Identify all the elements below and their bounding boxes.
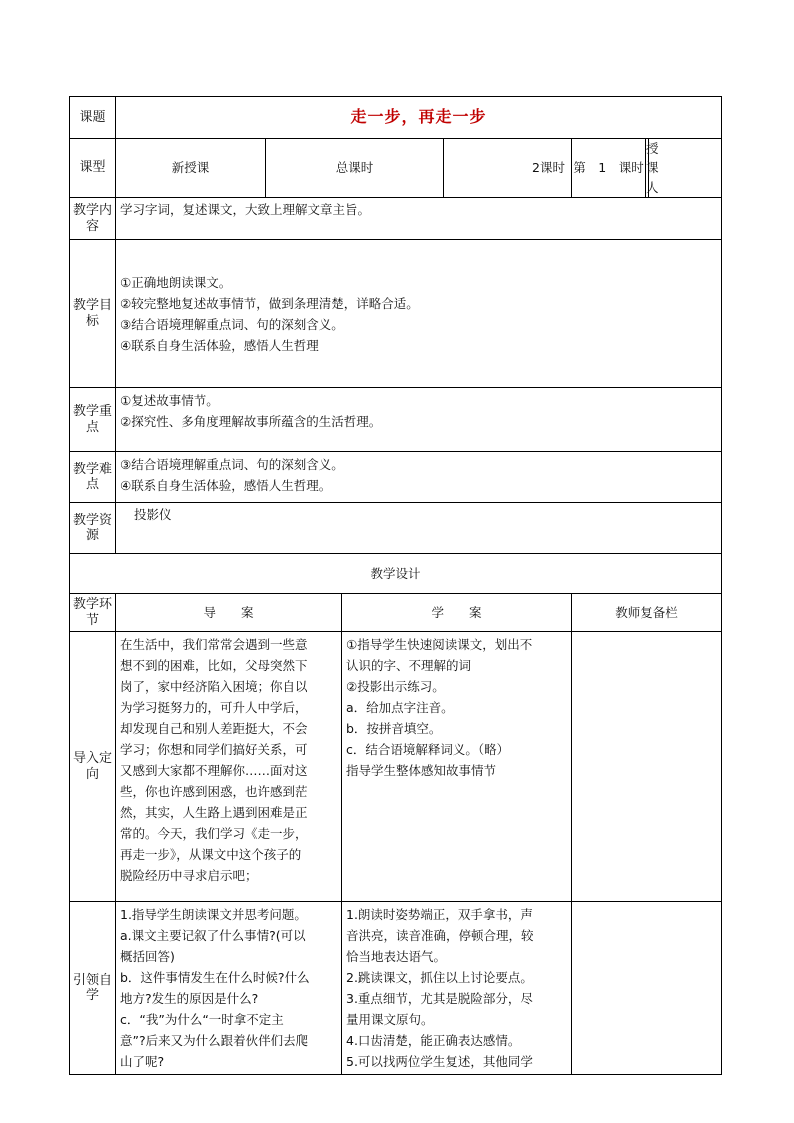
col-guide-header: 导 案 xyxy=(116,594,342,632)
goal-item: ④联系自身生活体验，感悟人生哲理 xyxy=(120,338,319,354)
study-line: 指导学生整体感知故事情节 xyxy=(346,763,497,779)
guide-line: 1.指导学生朗读课文并思考问题。 xyxy=(120,907,307,923)
stage1-label: 导入定向 xyxy=(70,632,116,902)
study-line: 恰当地表达语气。 xyxy=(346,949,447,965)
stage2-guide xyxy=(116,902,342,1075)
stage1-study xyxy=(342,632,572,902)
teacher-label: 授课人 xyxy=(646,141,659,195)
guide-line: 为学习挺努力的，可升人中学后， xyxy=(120,700,308,716)
topic-label: 课题 xyxy=(70,97,116,139)
goal-item: ①正确地朗读课文。 xyxy=(120,275,232,291)
total-hours-value: 2课时 xyxy=(444,139,572,198)
guide-line: b．这件事情发生在什么时候?什么 xyxy=(120,970,310,986)
guide-line: 想不到的困难，比如，父母突然下 xyxy=(120,658,308,674)
study-line: 3.重点细节，尤其是脱险部分，尽 xyxy=(346,991,533,1007)
col-stage-header: 教学环节 xyxy=(70,594,116,632)
type-value: 新授课 xyxy=(116,139,266,198)
study-line: 1.朗读时姿势端正，双手拿书，声 xyxy=(346,907,533,923)
goals-label: 教学目标 xyxy=(70,240,116,388)
key-points-label: 教学重点 xyxy=(70,388,116,452)
guide-line: a.课文主要记叙了什么事情?(可以 xyxy=(120,928,306,944)
study-line: 认识的字、不理解的词 xyxy=(346,658,472,674)
resources-label: 教学资源 xyxy=(70,503,116,554)
guide-line: 地方?发生的原因是什么? xyxy=(120,991,259,1007)
study-line: 音洪亮，读音准确，停顿合理，较 xyxy=(346,928,534,944)
col-study-header: 学 案 xyxy=(342,594,572,632)
guide-line: 又感到大家都不理解你……面对这 xyxy=(120,763,308,779)
difficulties-label: 教学难点 xyxy=(70,452,116,503)
study-line: a．给加点字注音。 xyxy=(346,700,454,716)
teacher-inner xyxy=(646,139,721,197)
lesson-title: 走一步，再走一步 xyxy=(116,97,722,139)
guide-line: 脱险经历中寻求启示吧； xyxy=(120,868,258,884)
guide-line: 山了呢? xyxy=(120,1054,165,1070)
stage2-label: 引领自学 xyxy=(70,902,116,1075)
goal-item: ③结合语境理解重点词、句的深刻含义。 xyxy=(120,317,344,333)
goals-list xyxy=(116,240,722,388)
study-line: 5.可以找两位学生复述，其他同学 xyxy=(346,1054,533,1070)
guide-line: 在生活中，我们常常会遇到一些意 xyxy=(120,637,308,653)
guide-line: 岗了，家中经济陷入困境；你自以 xyxy=(120,679,308,695)
study-line: ①指导学生快速阅读课文，划出不 xyxy=(346,637,533,653)
resources-text: 投影仪 xyxy=(116,503,722,554)
study-line: 2.跳读课文，抓住以上讨论要点。 xyxy=(346,970,533,986)
key-point-item: ①复述故事情节。 xyxy=(120,393,219,409)
type-label: 课型 xyxy=(70,139,116,198)
study-line: b．按拼音填空。 xyxy=(346,721,442,737)
guide-line: 些，你也许感到困惑，也许感到茫 xyxy=(120,784,308,800)
lesson-plan-table xyxy=(69,96,722,1075)
design-heading: 教学设计 xyxy=(70,554,722,594)
stage1-prep xyxy=(572,632,722,902)
guide-line: 意”?后来又为什么跟着伙伴们去爬 xyxy=(120,1033,309,1049)
stage2-study xyxy=(342,902,572,1075)
difficulty-item: ④联系自身生活体验，感悟人生哲理。 xyxy=(120,478,332,494)
guide-line: 然，其实，人生路上遇到困难是正 xyxy=(120,805,308,821)
study-line: 4.口齿清楚，能正确表达感情。 xyxy=(346,1033,521,1049)
content-label: 教学内容 xyxy=(70,198,116,240)
content-text: 学习字词，复述课文，大致上理解文章主旨。 xyxy=(116,198,722,240)
study-line: 量用课文原句。 xyxy=(346,1012,434,1028)
study-line: ②投影出示练习。 xyxy=(346,679,445,695)
difficulty-item: ③结合语境理解重点词、句的深刻含义。 xyxy=(120,457,344,473)
key-point-item: ②探究性、多角度理解故事所蕴含的生活哲理。 xyxy=(120,414,382,430)
guide-line: 常的。今天，我们学习《走一步， xyxy=(120,826,308,842)
guide-line: c．“我”为什么“一时拿不定主 xyxy=(120,1012,284,1028)
total-hours-label: 总课时 xyxy=(266,139,444,198)
guide-line: 却发现自己和别人差距挺大，不会 xyxy=(120,721,308,737)
col-prep-header: 教师复备栏 xyxy=(572,594,722,632)
lesson-number: 第 1 课时 xyxy=(572,139,646,198)
study-line: c．结合语境解释词义。（略） xyxy=(346,742,510,758)
guide-line: 再走一步》，从课文中这个孩子的 xyxy=(120,847,302,863)
stage2-prep xyxy=(572,902,722,1075)
lesson-plan-page xyxy=(69,96,721,1075)
key-points-list xyxy=(116,388,722,452)
teacher-cell xyxy=(646,139,722,198)
guide-line: 学习；你想和同学们搞好关系，可 xyxy=(120,742,308,758)
difficulties-list xyxy=(116,452,722,503)
guide-line: 概括回答) xyxy=(120,949,175,965)
stage1-guide xyxy=(116,632,342,902)
goal-item: ②较完整地复述故事情节，做到条理清楚，详略合适。 xyxy=(120,296,419,312)
teacher-value xyxy=(649,139,722,197)
